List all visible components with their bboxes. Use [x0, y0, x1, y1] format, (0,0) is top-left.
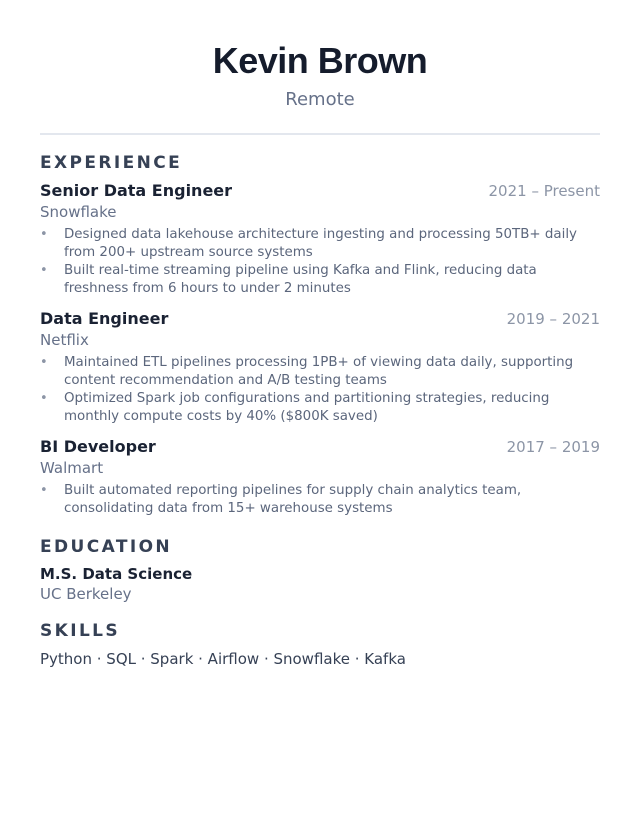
job-dates: 2017 – 2019: [506, 438, 600, 456]
skills-list: Python · SQL · Spark · Airflow · Snowflake · Kafka: [40, 650, 406, 668]
job-company: Netflix: [40, 331, 89, 349]
job-dates: 2019 – 2021: [506, 310, 600, 328]
candidate-location: Remote: [285, 89, 355, 110]
bullet-text: Built real-time streaming pipeline using Kafka and Flink, reducing data freshness from 6 hours to under 2 minutes: [64, 263, 537, 296]
job-bullet: [40, 262, 600, 298]
experience-section: [40, 152, 600, 518]
bullet-icon: •: [40, 263, 48, 278]
job-bullets: [40, 482, 600, 518]
experience-heading: EXPERIENCE: [40, 153, 183, 173]
job-title: Data Engineer: [40, 309, 169, 328]
job-bullets: [40, 354, 600, 426]
job-dates: 2021 – Present: [488, 182, 600, 200]
education-degree: M.S. Data Science: [40, 565, 193, 583]
job-entry: [40, 436, 600, 518]
education-heading: EDUCATION: [40, 537, 173, 557]
bullet-icon: •: [40, 227, 48, 242]
candidate-name: Kevin Brown: [212, 40, 428, 81]
education-school: UC Berkeley: [40, 585, 132, 603]
job-company: Walmart: [40, 459, 104, 477]
bullet-text: Optimized Spark job configurations and partitioning strategies, reducing monthly compute costs by 40% ($800K saved): [64, 391, 550, 424]
bullet-icon: •: [40, 391, 48, 406]
resume-header: [40, 40, 600, 112]
job-entry: [40, 308, 600, 426]
job-title: Senior Data Engineer: [40, 181, 233, 200]
job-company: Snowflake: [40, 203, 117, 221]
job-title: BI Developer: [40, 437, 156, 456]
header-divider: [40, 133, 600, 135]
bullet-icon: •: [40, 355, 48, 370]
bullet-text: Designed data lakehouse architecture ingesting and processing 50TB+ daily from 200+ upstream source systems: [64, 227, 577, 260]
job-bullet: [40, 354, 600, 390]
bullet-text: Maintained ETL pipelines processing 1PB+ of viewing data daily, supporting content recommendation and A/B testing teams: [64, 355, 574, 388]
job-bullet: [40, 226, 600, 262]
job-bullet: [40, 482, 600, 518]
bullet-text: Built automated reporting pipelines for supply chain analytics team, consolidating data from 15+ warehouse systems: [64, 483, 522, 516]
skills-section: [40, 620, 600, 669]
job-entry: [40, 180, 600, 298]
bullet-icon: •: [40, 483, 48, 498]
resume-page: [40, 0, 600, 669]
job-bullet: [40, 390, 600, 426]
education-section: [40, 536, 600, 604]
job-bullets: [40, 226, 600, 298]
skills-heading: SKILLS: [40, 621, 121, 641]
